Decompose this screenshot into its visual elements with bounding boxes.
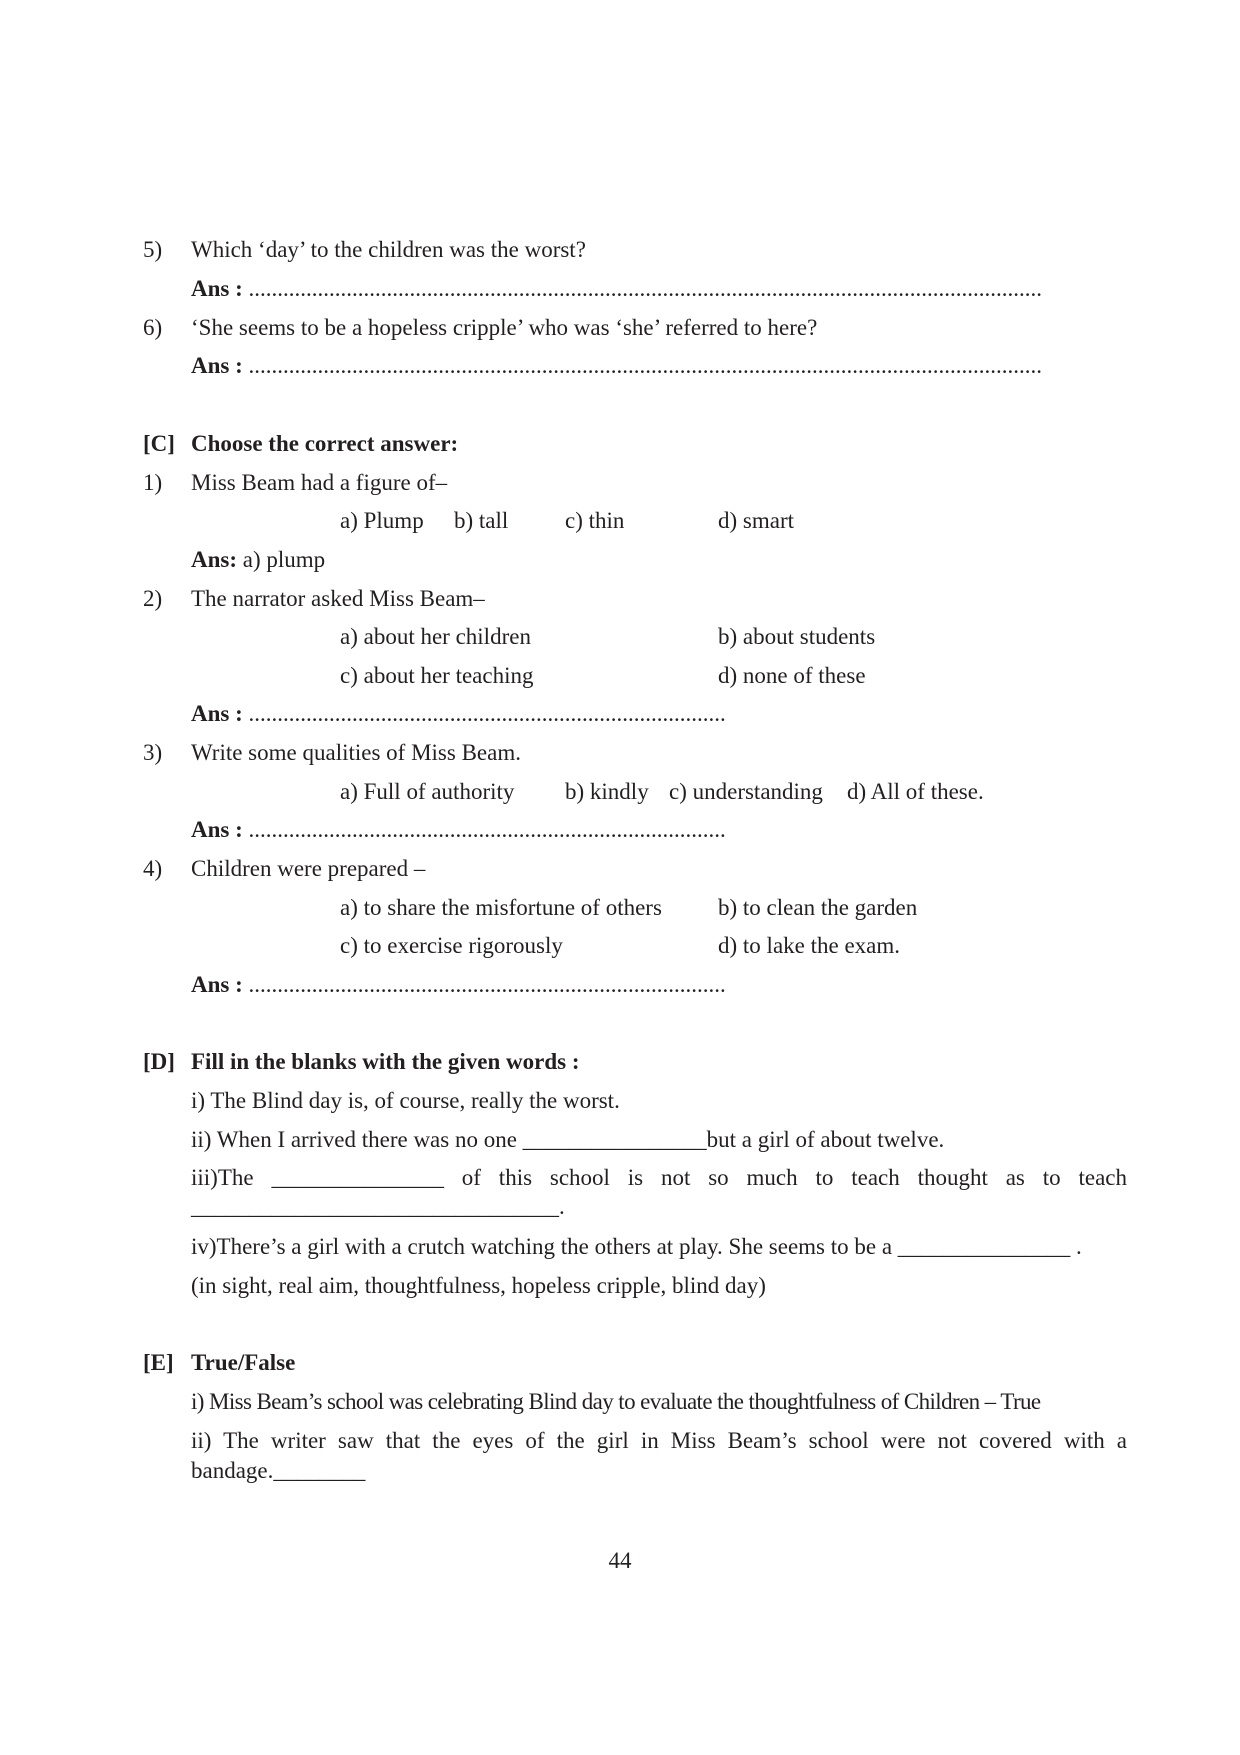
answer-label: Ans: <box>191 547 238 572</box>
option-d: d) to lake the exam. <box>718 933 901 958</box>
option-c: c) thin <box>565 508 625 533</box>
question-number: 6) <box>143 315 163 340</box>
option-d: d) All of these. <box>847 779 984 804</box>
question-text: ‘She seems to be a hopeless cripple’ who was ‘she’ referred to here? <box>191 315 818 340</box>
option-c: c) understanding <box>669 779 823 804</box>
option-a: a) Full of authority <box>340 779 515 804</box>
section-heading: True/False <box>191 1350 296 1375</box>
page-number: 44 <box>608 1548 632 1573</box>
option-d: d) smart <box>718 508 795 533</box>
question-number: 4) <box>143 856 163 881</box>
section-marker: [D] <box>143 1049 175 1074</box>
section-heading: Choose the correct answer: <box>191 431 459 456</box>
true-false-item: ii) The writer saw that the eyes of the girl in Miss Beam’s school were not covered with a <box>191 1428 1127 1453</box>
answer-line <box>191 816 726 844</box>
answer-blank: ................................................................................... <box>248 701 726 726</box>
question-text: Miss Beam had a figure of– <box>191 470 448 495</box>
answer-label: Ans : <box>191 972 243 997</box>
true-false-item: i) Miss Beam’s school was celebrating Blind day to evaluate the thoughtfulness of Children – True <box>191 1389 1041 1414</box>
option-d: d) none of these <box>718 663 866 688</box>
answer-line <box>191 352 1042 380</box>
option-a: a) about her children <box>340 624 531 649</box>
option-b: b) kindly <box>565 779 649 804</box>
option-c: c) to exercise rigorously <box>340 933 563 958</box>
option-b: b) to clean the garden <box>718 895 918 920</box>
section-marker: [E] <box>143 1350 174 1375</box>
question-number: 3) <box>143 740 163 765</box>
option-c: c) about her teaching <box>340 663 534 688</box>
answer-label: Ans : <box>191 353 243 378</box>
answer-line <box>191 700 726 728</box>
option-b: b) tall <box>454 508 509 533</box>
question-text: Write some qualities of Miss Beam. <box>191 740 521 765</box>
option-a: a) to share the misfortune of others <box>340 895 662 920</box>
answer-blank: ................................................................................... <box>248 972 726 997</box>
answer-label: Ans : <box>191 701 243 726</box>
question-text: Which ‘day’ to the children was the worst? <box>191 237 586 262</box>
section-heading: Fill in the blanks with the given words : <box>191 1049 580 1074</box>
fill-blank-item: iii)The _______________ of this school is not so much to teach thought as to teach <box>191 1165 1127 1190</box>
option-b: b) about students <box>718 624 876 649</box>
question-number: 1) <box>143 470 163 495</box>
option-a: a) Plump <box>340 508 424 533</box>
fill-blank-item-continuation: ________________________________. <box>191 1194 565 1219</box>
fill-blank-item: ii) When I arrived there was no one ________________but a girl of about twelve. <box>191 1127 945 1152</box>
answer-blank: .......................................................................................................................................... <box>248 353 1043 378</box>
question-text: The narrator asked Miss Beam– <box>191 586 485 611</box>
question-number: 5) <box>143 237 163 262</box>
answer-label: Ans : <box>191 276 243 301</box>
question-number: 2) <box>143 586 163 611</box>
word-bank: (in sight, real aim, thoughtfulness, hopeless cripple, blind day) <box>191 1273 766 1298</box>
answer-value: a) plump <box>242 547 326 572</box>
fill-blank-item: i) The Blind day is, of course, really the worst. <box>191 1088 620 1113</box>
answer-line <box>191 971 726 999</box>
fill-blank-item: iv)There’s a girl with a crutch watching the others at play. She seems to be a _______________ . <box>191 1234 1082 1259</box>
answer-blank: .......................................................................................................................................... <box>248 276 1043 301</box>
answer-blank: ................................................................................... <box>248 817 726 842</box>
answer-line <box>191 275 1042 303</box>
true-false-item-continuation: bandage.________ <box>191 1458 366 1483</box>
answer-label: Ans : <box>191 817 243 842</box>
section-marker: [C] <box>143 431 175 456</box>
answer-line <box>191 546 325 574</box>
question-text: Children were prepared – <box>191 856 426 881</box>
